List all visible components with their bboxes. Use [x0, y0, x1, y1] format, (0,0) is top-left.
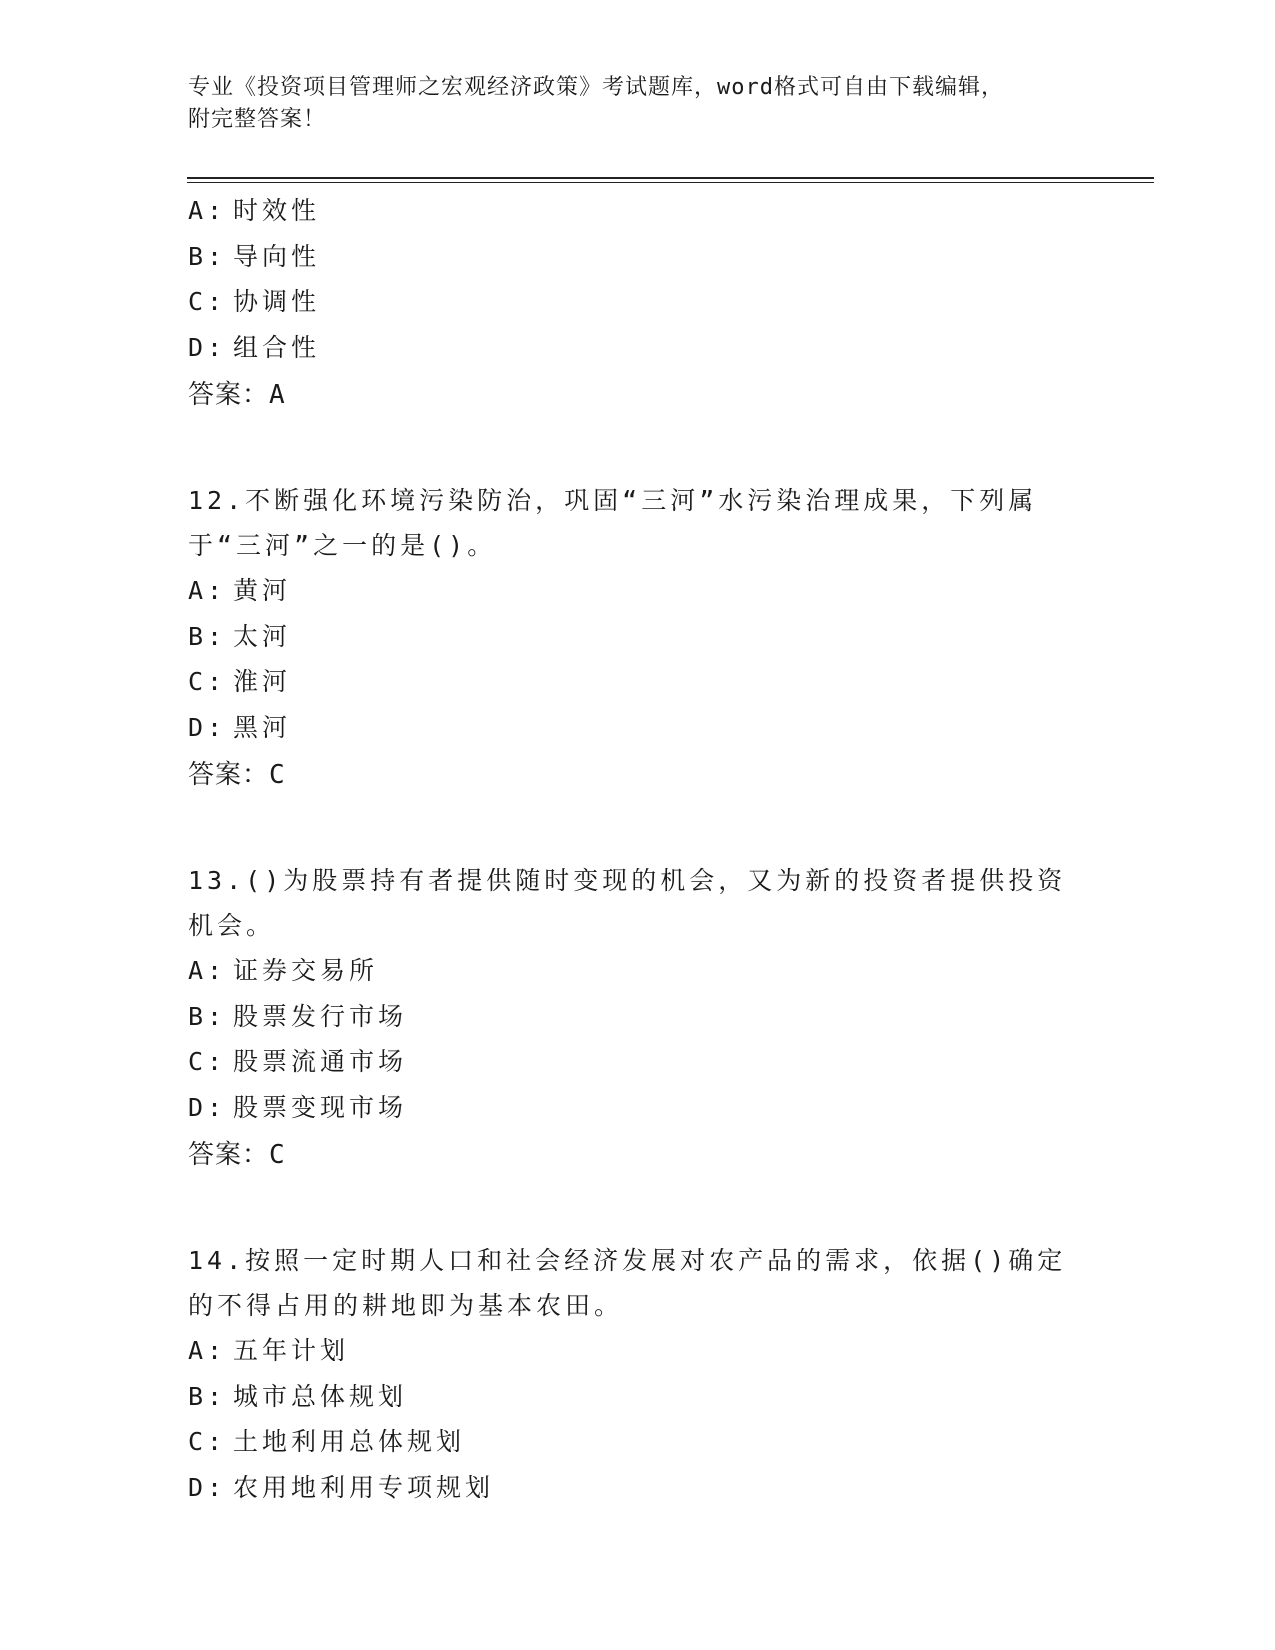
question-list [188, 188, 1088, 1510]
option-text: 股票变现市场 [233, 1092, 408, 1122]
option-b [188, 1374, 1088, 1420]
answer-line [188, 1131, 1088, 1178]
option-b [188, 614, 1088, 660]
option-a [188, 568, 1088, 614]
option-d [188, 325, 1088, 371]
option-a [188, 188, 1088, 234]
answer-label: 答案： [188, 759, 270, 789]
header-divider-thick [187, 177, 1154, 179]
option-text: 淮河 [233, 667, 292, 696]
option-text: 城市总体规划 [233, 1381, 408, 1411]
option-b [188, 234, 1088, 280]
option-c [188, 1039, 1088, 1085]
option-label: A: [188, 1336, 227, 1365]
question-stem: 13.()为股票持有者提供随时变现的机会，又为新的投资者提供投资机会。 [188, 866, 1067, 940]
option-label: D: [188, 712, 227, 742]
question-block [188, 858, 1088, 1178]
option-label: B: [188, 621, 227, 651]
option-c [188, 659, 1088, 705]
option-text: 农用地利用专项规划 [233, 1472, 495, 1502]
option-c [188, 279, 1088, 325]
option-label: A: [188, 956, 227, 985]
question-block [188, 188, 1088, 418]
option-d [188, 705, 1088, 751]
option-label: D: [188, 1472, 227, 1502]
document-header [188, 72, 1068, 136]
option-label: D: [188, 1092, 227, 1122]
header-divider-thin [187, 182, 1154, 183]
answer-label: 答案： [188, 1139, 270, 1169]
option-text: 证券交易所 [233, 956, 379, 985]
option-label: B: [188, 1381, 227, 1411]
option-d [188, 1085, 1088, 1131]
answer-value: C [269, 1140, 286, 1170]
option-label: B: [188, 1001, 227, 1031]
option-label: C: [188, 287, 227, 316]
option-text: 导向性 [233, 241, 321, 271]
header-line-1: 专业《投资项目管理师之宏观经济政策》考试题库，word格式可自由下载编辑， [188, 75, 1004, 100]
answer-value: C [269, 760, 286, 790]
question-stem: 12.不断强化环境污染防治，巩固“三河”水污染治理成果，下列属于“三河”之一的是()。 [188, 486, 1038, 560]
option-text: 土地利用总体规划 [233, 1427, 466, 1456]
answer-value: A [269, 380, 286, 410]
option-text: 组合性 [233, 332, 321, 362]
option-text: 五年计划 [233, 1336, 350, 1365]
option-label: B: [188, 241, 227, 271]
option-b [188, 994, 1088, 1040]
option-label: A: [188, 196, 227, 225]
option-label: C: [188, 1427, 227, 1456]
option-text: 太河 [233, 621, 292, 651]
option-text: 股票发行市场 [233, 1001, 408, 1031]
answer-label: 答案： [188, 379, 270, 409]
option-text: 协调性 [233, 287, 321, 316]
option-c [188, 1419, 1088, 1465]
option-label: C: [188, 1047, 227, 1076]
option-a [188, 948, 1088, 994]
answer-line [188, 371, 1088, 418]
option-text: 黑河 [233, 712, 292, 742]
option-a [188, 1328, 1088, 1374]
option-label: D: [188, 332, 227, 362]
answer-line [188, 751, 1088, 798]
option-label: C: [188, 667, 227, 696]
option-text: 时效性 [233, 196, 321, 225]
header-line-2: 附完整答案！ [188, 107, 327, 132]
question-block [188, 478, 1088, 798]
option-text: 黄河 [233, 576, 292, 605]
option-label: A: [188, 576, 227, 605]
question-block [188, 1238, 1088, 1510]
option-text: 股票流通市场 [233, 1047, 408, 1076]
option-d [188, 1465, 1088, 1511]
question-stem: 14.按照一定时期人口和社会经济发展对农产品的需求，依据()确定的不得占用的耕地即为基本农田。 [188, 1246, 1067, 1320]
